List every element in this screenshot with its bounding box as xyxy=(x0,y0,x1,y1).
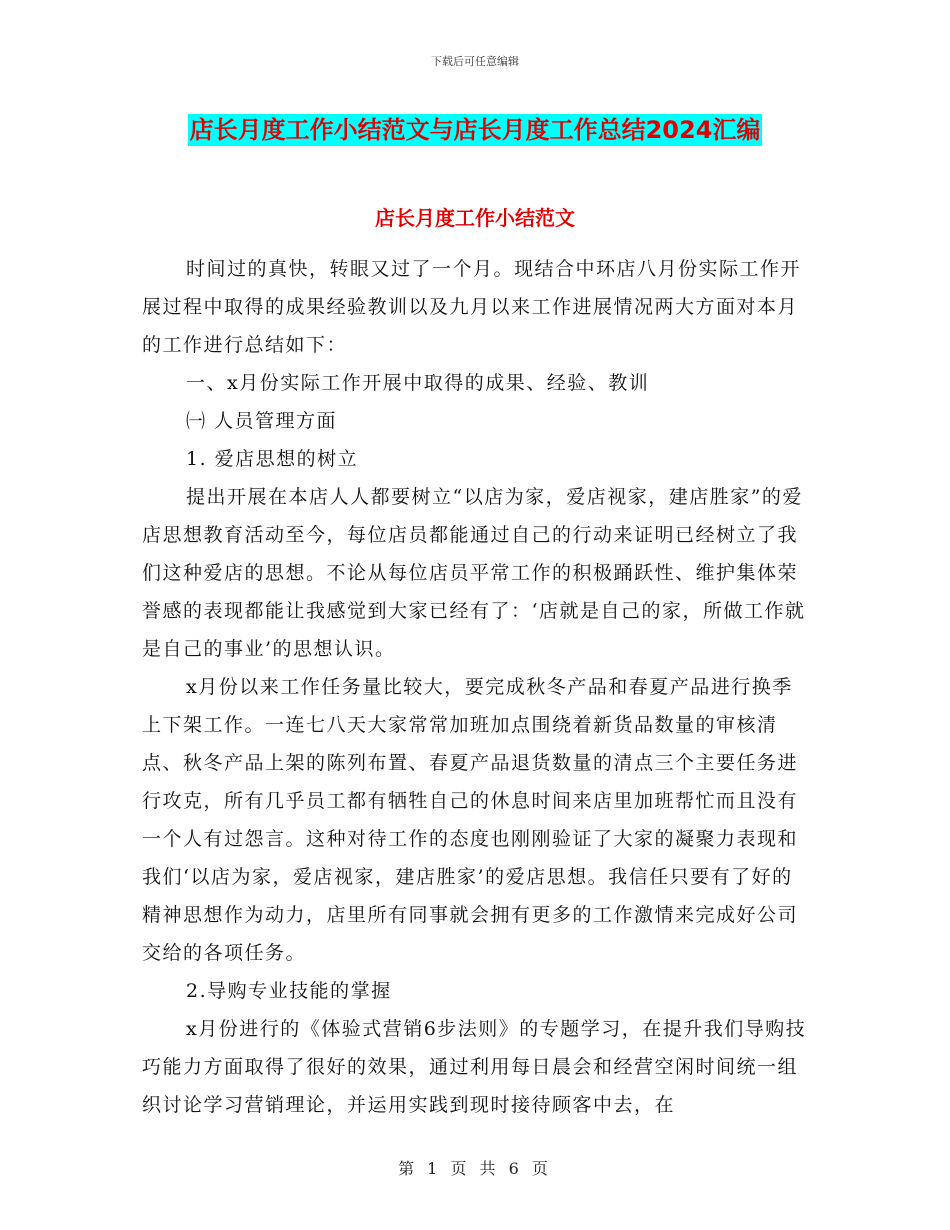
document-body xyxy=(142,250,812,1124)
heading-item-1: 1. 爱店思想的树立 xyxy=(186,448,359,470)
paragraph-sales-skills: x月份进行的《体验式营销6步法则》的专题学习，在提升我们导购技巧能力方面取得了很好的效果，通过利用每日晨会和经营空闲时间统一组织讨论学习营销理论，并运用实践到现时接待顾客中去，在 xyxy=(142,1018,807,1116)
paragraph-workload: x月份以来工作任务量比较大，要完成秋冬产品和春夏产品进行换季上下架工作。一连七八天大家常常加班加点围绕着新货品数量的审核清点、秋冬产品上架的陈列布置、春夏产品退货数量的清点三个主要任务进行攻克，所有几乎员工都有牺牲自己的休息时间来店里加班帮忙而且没有一个人有过怨言。这种对待工作的态度也刚刚验证了大家的凝聚力表现和我们‘以店为家，爱店视家，建店胜家’的爱店思想。我信任只要有了好的精神思想作为动力，店里所有同事就会拥有更多的工作激情来完成好公司交给的各项任务。 xyxy=(142,676,799,964)
document-sub-title: 店长月度工作小结范文 xyxy=(375,206,575,230)
heading-item-2: 2.导购专业技能的掌握 xyxy=(186,980,392,1002)
heading-subsection-1: ㈠ 人员管理方面 xyxy=(186,410,338,432)
heading-section-1: 一、x月份实际工作开展中取得的成果、经验、教训 xyxy=(186,372,650,394)
document-main-title: 店长月度工作小结范文与店长月度工作总结2024汇编 xyxy=(189,116,761,144)
main-title-container xyxy=(0,114,950,146)
paragraph-love-store: 提出开展在本店人人都要树立“以店为家，爱店视家，建店胜家”的爱店思想教育活动至今，每位店员都能通过自己的行动来证明已经树立了我们这种爱店的思想。不论从每位店员平常工作的积极踊跃性、维护集体荣誉感的表现都能让我感觉到大家已经有了：‘店就是自己的家，所做工作就是自己的事业’的思想认识。 xyxy=(142,486,806,660)
paragraph-intro: 时间过的真快，转眼又过了一个月。现结合中环店八月份实际工作开展过程中取得的成果经验教训以及九月以来工作进展情况两大方面对本月的工作进行总结如下： xyxy=(142,258,802,356)
header-note: 下载后可任意编辑 xyxy=(431,55,519,68)
page-number: 第 1 页 共 6 页 xyxy=(398,1159,552,1178)
